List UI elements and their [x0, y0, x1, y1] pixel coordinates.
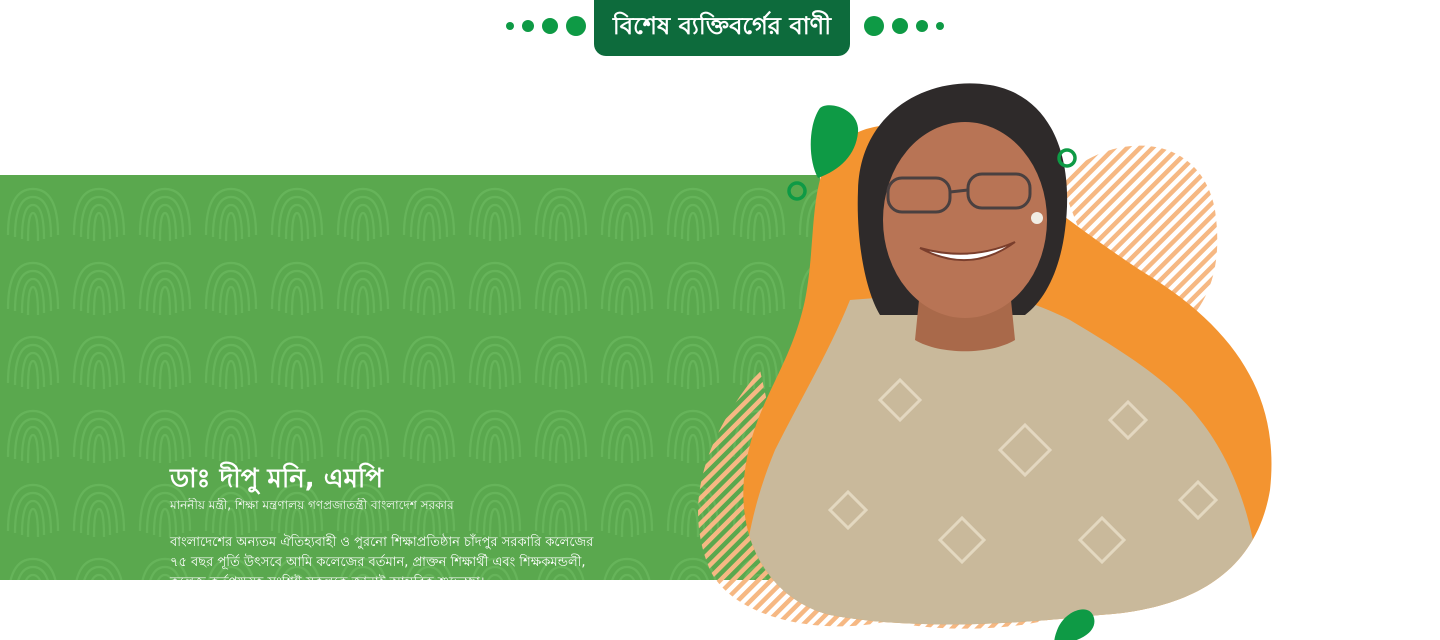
message-line: কলেজ কর্তৃপক্ষসহ সংশ্লিষ্ট সকলকে জানাই আন্তরিক শুভেচ্ছা।: [170, 575, 485, 590]
dot: [506, 22, 514, 30]
profile-text: [170, 463, 610, 593]
face: [883, 122, 1047, 318]
dot: [936, 22, 944, 30]
message-text: [170, 533, 610, 593]
decorative-dots-left: [506, 16, 586, 36]
dot: [864, 16, 884, 36]
dot: [916, 20, 928, 32]
message-line: ৭৫ বছর পূর্তি উৎসবে আমি কলেজের বর্তমান, প্রাক্তন শিক্ষার্থী এবং শিক্ষকমন্ডলী,: [170, 555, 586, 570]
section-header: [0, 0, 1440, 60]
portrait-graphic: [680, 70, 1300, 640]
message-line: বাংলাদেশের অন্যতম ঐতিহ্যবাহী ও পুরনো শিক্ষাপ্রতিষ্ঠান চাঁদপুর সরকারি কলেজের: [170, 535, 594, 550]
dot: [566, 16, 586, 36]
dot: [522, 20, 534, 32]
dot: [542, 18, 558, 34]
decorative-dots-right: [864, 16, 944, 36]
person-name: ডাঃ দীপু মনি, এমপি: [170, 464, 384, 494]
dot: [892, 18, 908, 34]
section-title: বিশেষ ব্যক্তিবর্গের বাণী: [594, 0, 850, 56]
earring: [1031, 212, 1043, 224]
person-designation: মাননীয় মন্ত্রী, শিক্ষা মন্ত্রণালয় গণপ্রজাতন্ত্রী বাংলাদেশ সরকার: [170, 498, 454, 512]
green-ring-left: [789, 183, 805, 199]
